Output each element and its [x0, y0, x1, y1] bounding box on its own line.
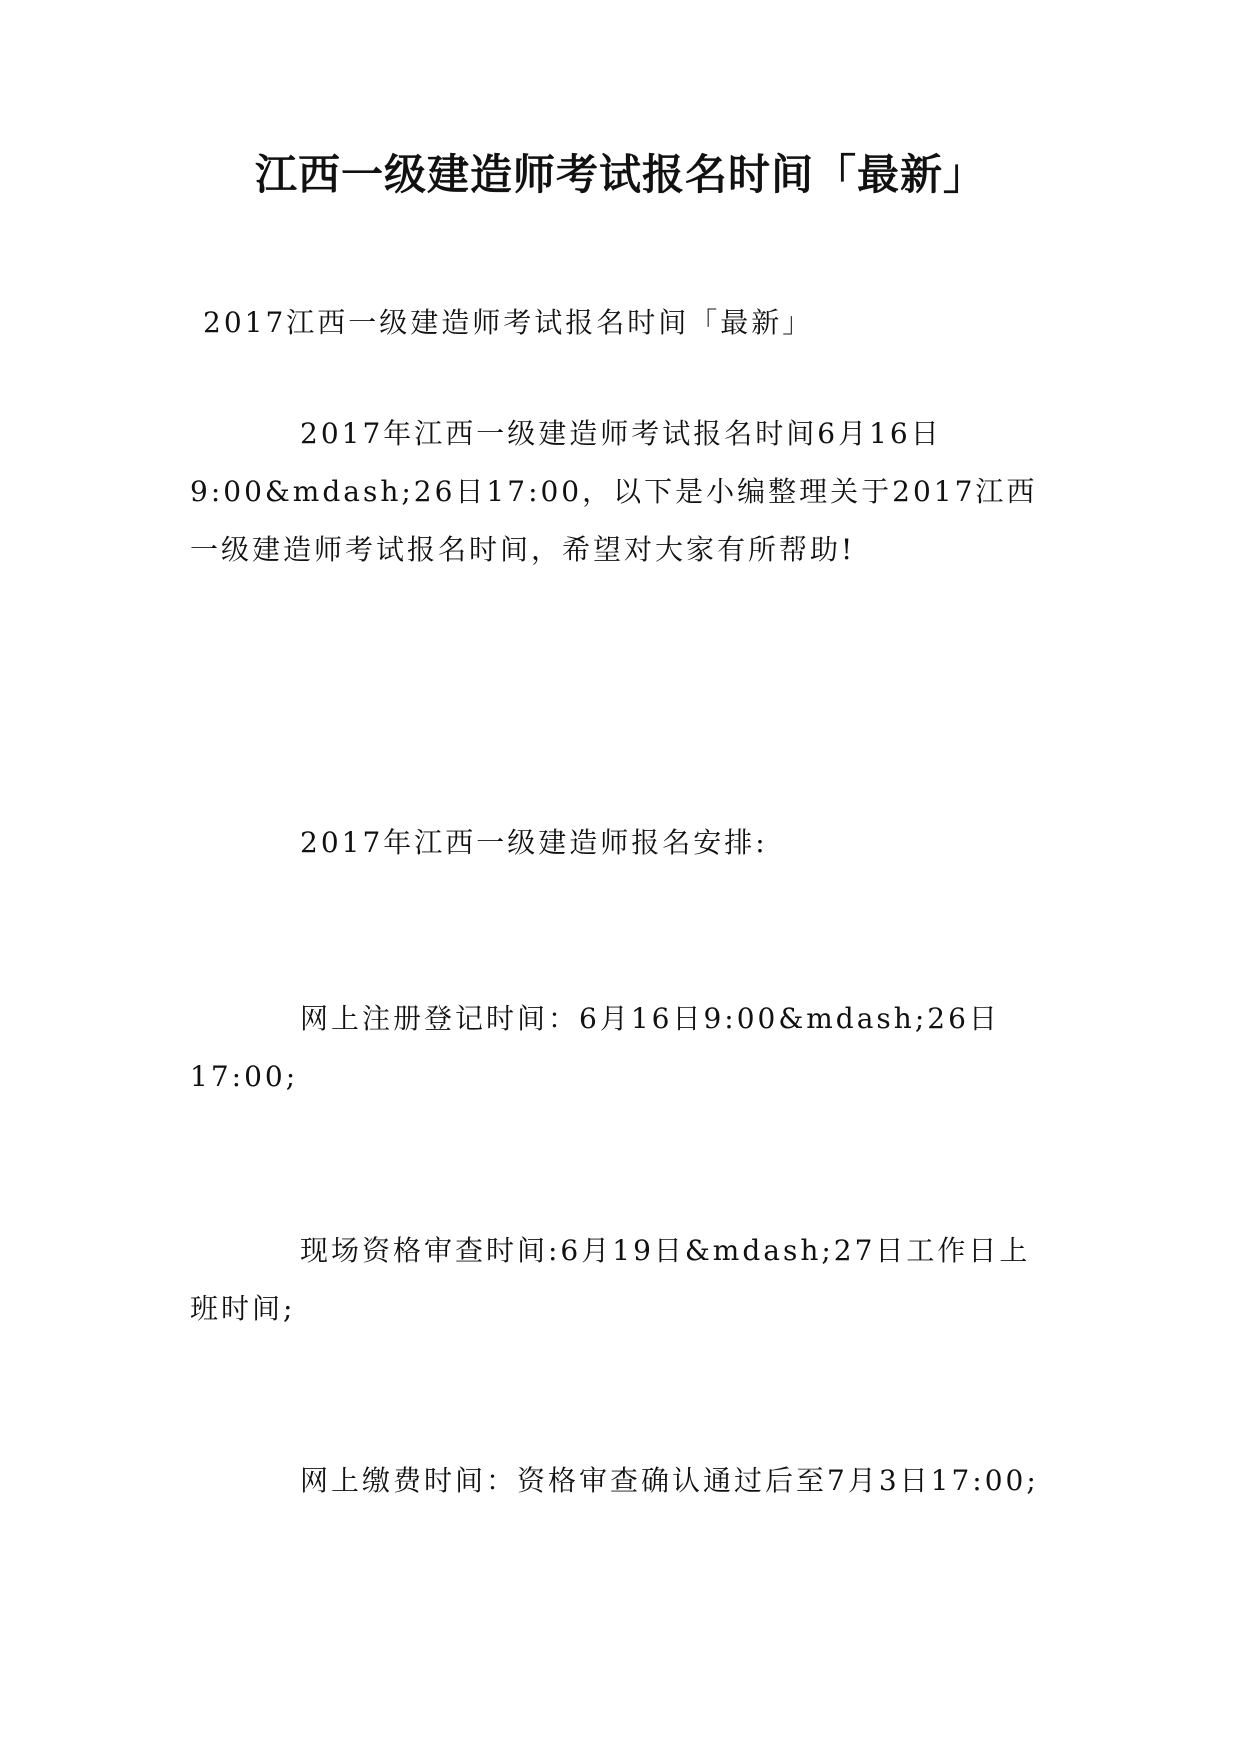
paragraph-online-payment: 网上缴费时间：资格审查确认通过后至7月3日17:00;	[300, 1464, 1039, 1497]
paragraph-onsite-review: 现场资格审查时间:6月19日&mdash;27日工作日上班时间;	[190, 1234, 1031, 1325]
document-title: 江西一级建造师考试报名时间「最新」	[254, 150, 986, 199]
document-subtitle: 2017江西一级建造师考试报名时间「最新」	[203, 306, 814, 339]
paragraph-online-registration: 网上注册登记时间：6月16日9:00&mdash;26日17:00;	[190, 1002, 1000, 1093]
paragraph-arrangement-heading: 2017年江西一级建造师报名安排:	[300, 826, 768, 859]
paragraph-intro: 2017年江西一级建造师考试报名时间6月16日9:00&mdash;26日17:00，以下是小编整理关于2017江西一级建造师考试报名时间，希望对大家有所帮助!	[190, 417, 1038, 566]
